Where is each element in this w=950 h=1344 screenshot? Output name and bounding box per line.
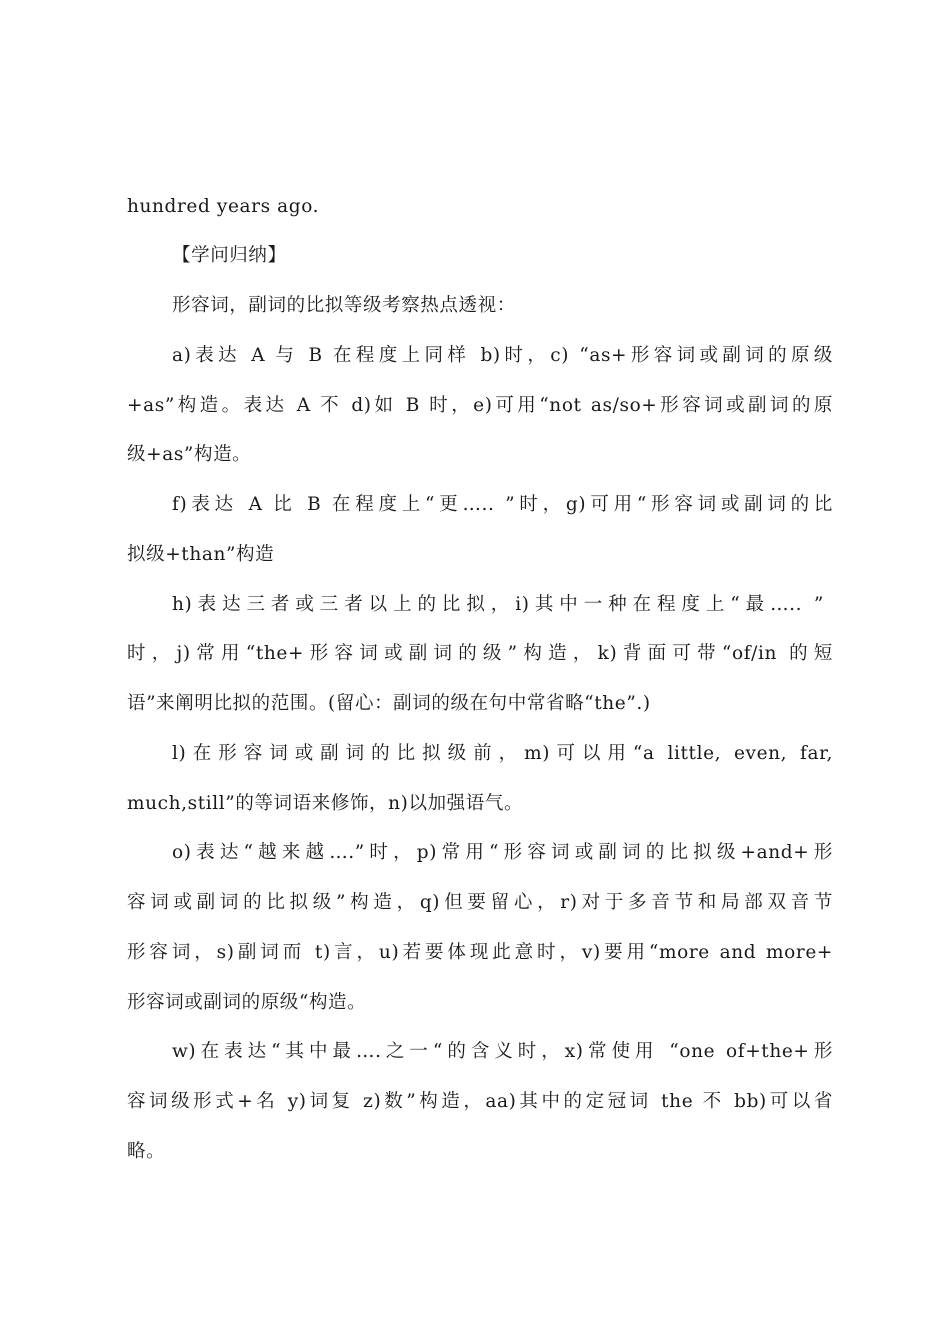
paragraph-o-line-4: 形容词或副词的原级“构造。: [127, 992, 367, 1013]
paragraph-a-line-1: a)表达 A 与 B 在程度上同样 b)时，c) “as+形容词或副词的原级: [172, 345, 833, 366]
paragraph-a-line-2: +as”构造。表达 A 不 d)如 B 时，e)可用“not as/so+形容词或副词的原: [127, 395, 833, 416]
section-heading: 【学问归纳】: [172, 245, 287, 266]
paragraph-w-line-3: 略。: [127, 1141, 166, 1162]
paragraph-o-line-3: 形容词，s)副词而 t)言，u)若要体现此意时，v)要用“more and more+: [127, 942, 833, 963]
paragraph-a-line-3: 级+as”构造。: [127, 444, 252, 465]
intro-line: 形容词，副词的比拟等级考察热点透视：: [172, 295, 516, 316]
paragraph-f-line-1: f)表达 A 比 B 在程度上“更….. ”时，g)可用“形容词或副词的比: [172, 494, 833, 515]
paragraph-w-line-2: 容词级形式+名 y)词复 z)数”构造，aa)其中的定冠词 the 不 bb)可以省: [127, 1091, 833, 1112]
paragraph-o-line-2: 容词或副词的比拟级”构造，q)但要留心，r)对于多音节和局部双音节: [127, 892, 833, 913]
paragraph-h-line-2: 时，j)常用“the+形容词或副词的级”构造，k)背面可带“of/in 的短: [127, 643, 833, 664]
paragraph-o-line-1: o)表达“越来越….”时，p)常用“形容词或副词的比拟级+and+形: [172, 842, 833, 863]
paragraph-f-line-2: 拟级+than”构造: [127, 544, 275, 565]
paragraph-l-line-1: l)在形容词或副词的比拟级前，m)可以用“a little, even, far,: [172, 743, 833, 764]
paragraph-l-line-2: much,still”的等词语来修饰，n)以加强语气。: [127, 793, 524, 814]
paragraph-h-line-3: 语”来阐明比拟的范围。(留心：副词的级在句中常省略“the”.): [127, 693, 651, 714]
paragraph-h-line-1: h)表达三者或三者以上的比拟，i)其中一种在程度上“最….. ”: [172, 594, 824, 615]
paragraph-w-line-1: w)在表达“其中最….之一“的含义时，x)常使用 “one of+the+形: [172, 1041, 833, 1062]
text-line-continuation: hundred years ago.: [127, 196, 320, 217]
